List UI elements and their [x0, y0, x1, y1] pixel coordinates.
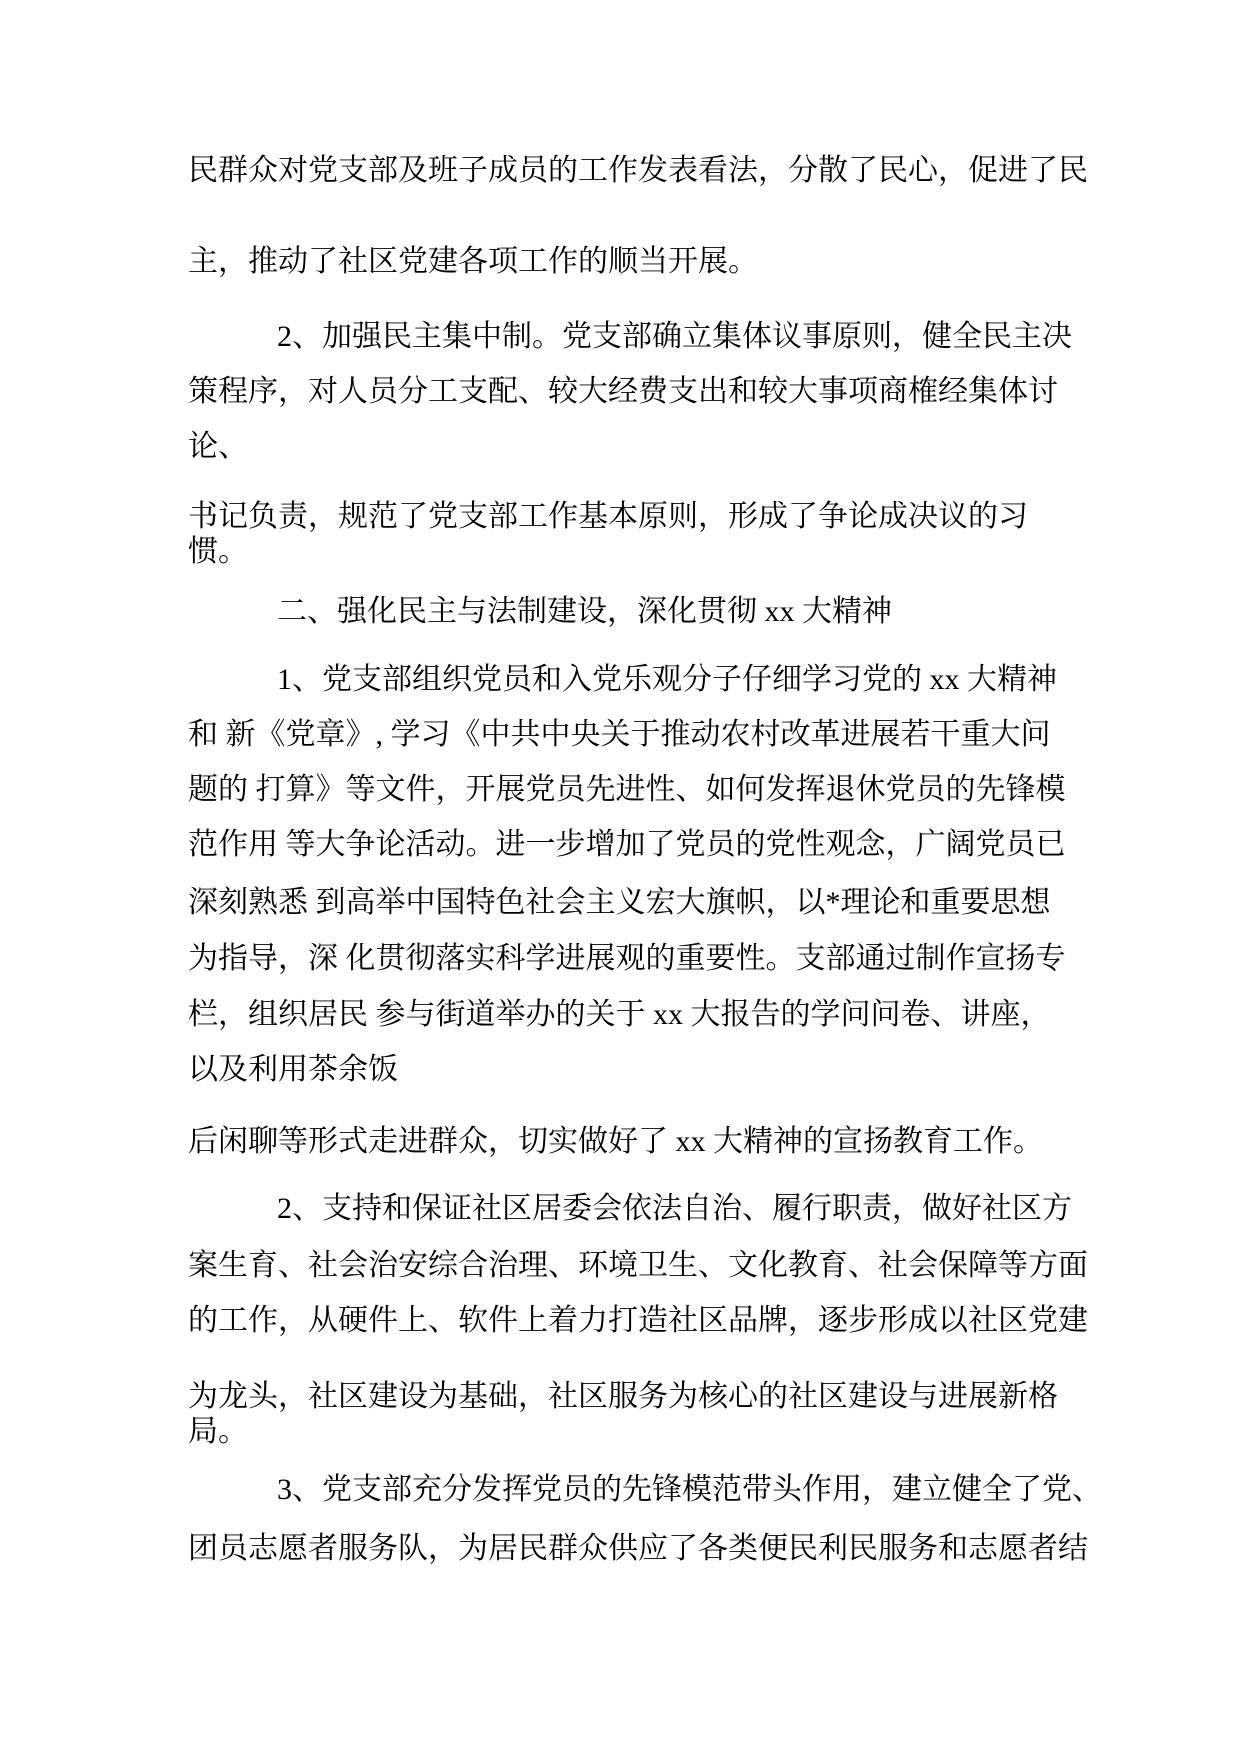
- text-line: 范作用 等大争论活动。进一步增加了党员的党性观念，广阔党员已: [188, 828, 1066, 861]
- text-line-numbered: 2、加强民主集中制。党支部确立集体议事原则，健全民主决: [277, 320, 1072, 353]
- text-line: 案生育、社会治安综合治理、环境卫生、文化教育、社会保障等方面: [188, 1249, 1088, 1282]
- text-line: 为龙头，社区建设为基础，社区服务为核心的社区建设与进展新格: [188, 1380, 1058, 1413]
- text-line: 和 新《党章》, 学习《中共中央关于推动农村改革进展若干重大问: [188, 718, 1051, 751]
- text-line: 以及利用茶余饭: [188, 1053, 398, 1086]
- text-line: 团员志愿者服务队，为居民群众供应了各类便民利民服务和志愿者结: [188, 1532, 1088, 1565]
- text-line: 后闲聊等形式走进群众，切实做好了 xx 大精神的宣扬教育工作。: [188, 1125, 1043, 1158]
- text-line: 书记负责，规范了党支部工作基本原则，形成了争论成决议的习: [188, 500, 1028, 533]
- text-line: 栏，组织居民 参与街道举办的关于 xx 大报告的学问问卷、讲座，: [188, 998, 1051, 1031]
- text-line: 主，推动了社区党建各项工作的顺当开展。: [188, 245, 758, 278]
- text-line-numbered: 3、党支部充分发挥党员的先锋模范带头作用，建立健全了党、: [277, 1473, 1102, 1506]
- text-line: 惯。: [188, 535, 248, 568]
- text-line: 民群众对党支部及班子成员的工作发表看法，分散了民心，促进了民: [188, 154, 1088, 187]
- text-line: 为指导，深 化贯彻落实科学进展观的重要性。支部通过制作宣扬专: [188, 942, 1066, 975]
- text-line: 策程序，对人员分工支配、较大经费支出和较大事项商榷经集体讨: [188, 375, 1058, 408]
- text-line: 题的 打算》等文件，开展党员先进性、如何发挥退休党员的先锋模: [188, 773, 1066, 806]
- section-heading: 二、强化民主与法制建设，深化贯彻 xx 大精神: [277, 595, 892, 628]
- text-line: 的工作，从硬件上、软件上着力打造社区品牌，逐步形成以社区党建: [188, 1304, 1088, 1337]
- text-line: 论、: [188, 430, 248, 463]
- text-line: 局。: [188, 1415, 248, 1448]
- text-line: 深刻熟悉 到高举中国特色社会主义宏大旗帜，以*理论和重要思想: [188, 886, 1051, 919]
- text-line-numbered: 1、党支部组织党员和入党乐观分子仔细学习党的 xx 大精神: [277, 663, 1057, 696]
- text-line-numbered: 2、支持和保证社区居委会依法自治、履行职责，做好社区方: [277, 1192, 1072, 1225]
